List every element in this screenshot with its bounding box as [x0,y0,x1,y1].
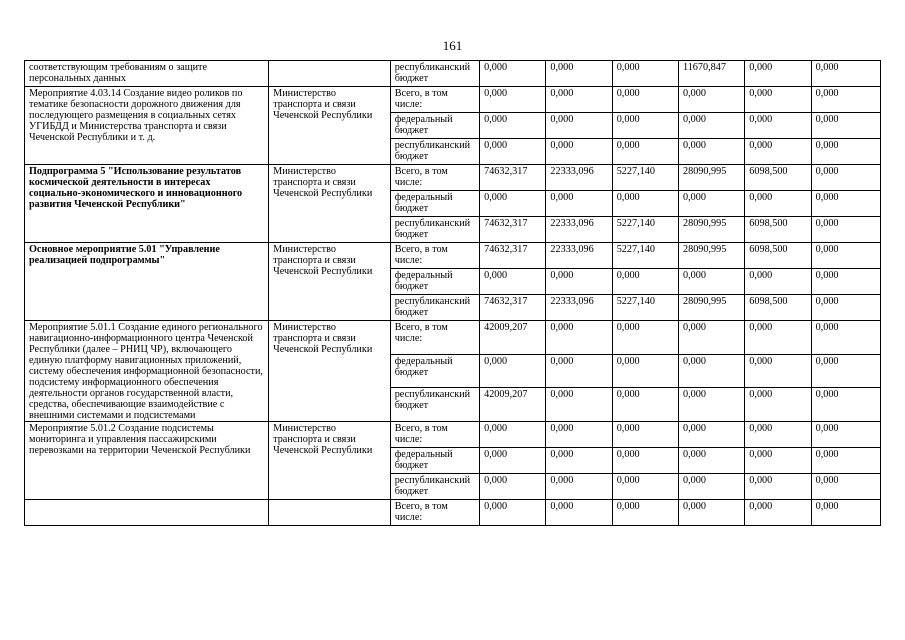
amount-cell: 0,000 [546,87,612,113]
table-row [25,422,881,448]
responsible-cell [269,500,391,526]
amount-cell: 0,000 [612,139,678,165]
amount-cell: 0,000 [745,388,811,422]
funding-source-cell: федеральный бюджет [390,269,479,295]
amount-cell: 5227,140 [612,165,678,191]
amount-cell: 0,000 [546,139,612,165]
amount-cell: 0,000 [546,354,612,388]
amount-cell: 0,000 [612,269,678,295]
funding-source-cell: федеральный бюджет [390,448,479,474]
amount-cell: 28090,995 [679,165,745,191]
amount-cell: 28090,995 [679,295,745,321]
amount-cell: 0,000 [679,87,745,113]
amount-cell: 0,000 [811,354,880,388]
amount-cell: 0,000 [612,448,678,474]
amount-cell: 0,000 [745,87,811,113]
amount-cell: 0,000 [546,321,612,355]
funding-source-cell: республиканский бюджет [390,474,479,500]
amount-cell: 0,000 [480,61,546,87]
amount-cell: 0,000 [811,448,880,474]
funding-source-cell: республиканский бюджет [390,295,479,321]
amount-cell: 0,000 [811,165,880,191]
amount-cell: 22333,096 [546,295,612,321]
amount-cell: 0,000 [480,87,546,113]
amount-cell: 0,000 [811,422,880,448]
amount-cell: 0,000 [679,448,745,474]
table-row [25,500,881,526]
amount-cell: 0,000 [612,388,678,422]
funding-source-cell: Всего, в том числе: [390,321,479,355]
amount-cell: 0,000 [811,321,880,355]
amount-cell: 28090,995 [679,217,745,243]
amount-cell: 0,000 [546,448,612,474]
amount-cell: 0,000 [679,113,745,139]
amount-cell: 0,000 [480,191,546,217]
amount-cell: 0,000 [679,139,745,165]
table-row [25,61,881,87]
table-row [25,165,881,191]
amount-cell: 22333,096 [546,217,612,243]
amount-cell: 0,000 [480,474,546,500]
table-row [25,87,881,113]
amount-cell: 0,000 [480,448,546,474]
table-row [25,321,881,355]
amount-cell: 0,000 [546,388,612,422]
funding-source-cell: Всего, в том числе: [390,500,479,526]
amount-cell: 0,000 [811,139,880,165]
amount-cell: 6098,500 [745,165,811,191]
funding-source-cell: федеральный бюджет [390,354,479,388]
amount-cell: 74632,317 [480,295,546,321]
amount-cell: 0,000 [811,217,880,243]
amount-cell: 0,000 [480,500,546,526]
funding-source-cell: республиканский бюджет [390,217,479,243]
amount-cell: 0,000 [612,87,678,113]
amount-cell: 0,000 [811,474,880,500]
amount-cell: 42009,207 [480,388,546,422]
funding-source-cell: республиканский бюджет [390,139,479,165]
amount-cell: 6098,500 [745,295,811,321]
amount-cell: 0,000 [679,388,745,422]
amount-cell: 0,000 [612,422,678,448]
funding-source-cell: республиканский бюджет [390,61,479,87]
responsible-cell: Министерство транспорта и связи Чеченской Республики [269,87,391,165]
amount-cell: 0,000 [679,269,745,295]
amount-cell: 0,000 [679,422,745,448]
amount-cell: 0,000 [612,61,678,87]
amount-cell: 0,000 [745,321,811,355]
funding-source-cell: федеральный бюджет [390,113,479,139]
amount-cell: 0,000 [546,113,612,139]
amount-cell: 74632,317 [480,243,546,269]
amount-cell: 0,000 [679,500,745,526]
funding-source-cell: республиканский бюджет [390,388,479,422]
amount-cell: 0,000 [745,113,811,139]
responsible-cell: Министерство транспорта и связи Чеченской Республики [269,165,391,243]
amount-cell: 0,000 [811,295,880,321]
activity-title-cell: Мероприятие 5.01.1 Создание единого регионального навигационно-информационного центра Чеченской Республики (далее – РНИЦ ЧР), включающего единую платформу навигационных приложений, систему обеспечения информационной безопасности, подсистему информационного обеспечения деятельности органов государственной власти, средства, обеспечивающие взаимодействие с внешними системами и подсистемами [25,321,269,422]
amount-cell: 0,000 [745,139,811,165]
activity-title-cell: Мероприятие 4.03.14 Создание видео роликов по тематике безопасности дорожного движения для последующего размещения в социальных сетях УГИБДД и Министерства транспорта и связи Чеченской Республики и т. д. [25,87,269,165]
activity-title-cell: соответствующим требованиям о защите персональных данных [25,61,269,87]
amount-cell: 0,000 [546,269,612,295]
amount-cell: 22333,096 [546,165,612,191]
amount-cell: 0,000 [745,354,811,388]
amount-cell: 0,000 [745,500,811,526]
responsible-cell: Министерство транспорта и связи Чеченской Республики [269,321,391,422]
amount-cell: 0,000 [745,191,811,217]
amount-cell: 0,000 [745,474,811,500]
amount-cell: 0,000 [679,321,745,355]
amount-cell: 0,000 [745,61,811,87]
amount-cell: 0,000 [811,61,880,87]
amount-cell: 0,000 [546,191,612,217]
amount-cell: 0,000 [745,422,811,448]
amount-cell: 0,000 [480,269,546,295]
amount-cell: 0,000 [612,113,678,139]
amount-cell: 0,000 [811,87,880,113]
amount-cell: 0,000 [612,500,678,526]
funding-source-cell: Всего, в том числе: [390,87,479,113]
activity-title-cell: Основное мероприятие 5.01 "Управление реализацией подпрограммы" [25,243,269,321]
amount-cell: 0,000 [811,388,880,422]
amount-cell: 0,000 [745,269,811,295]
amount-cell: 6098,500 [745,243,811,269]
amount-cell: 6098,500 [745,217,811,243]
amount-cell: 0,000 [546,474,612,500]
amount-cell: 5227,140 [612,243,678,269]
amount-cell: 0,000 [811,113,880,139]
amount-cell: 0,000 [546,500,612,526]
amount-cell: 5227,140 [612,295,678,321]
page-number: 161 [442,38,463,53]
amount-cell: 0,000 [546,422,612,448]
funding-source-cell: Всего, в том числе: [390,243,479,269]
amount-cell: 0,000 [811,500,880,526]
amount-cell: 0,000 [612,321,678,355]
activity-title-cell [25,500,269,526]
responsible-cell [269,61,391,87]
amount-cell: 0,000 [811,243,880,269]
amount-cell: 0,000 [679,354,745,388]
amount-cell: 0,000 [480,113,546,139]
amount-cell: 0,000 [480,139,546,165]
amount-cell: 0,000 [612,354,678,388]
table-row [25,243,881,269]
amount-cell: 5227,140 [612,217,678,243]
budget-table [24,60,881,526]
responsible-cell: Министерство транспорта и связи Чеченской Республики [269,243,391,321]
amount-cell: 0,000 [679,191,745,217]
amount-cell: 0,000 [480,422,546,448]
responsible-cell: Министерство транспорта и связи Чеченской Республики [269,422,391,500]
amount-cell: 28090,995 [679,243,745,269]
funding-source-cell: Всего, в том числе: [390,165,479,191]
amount-cell: 0,000 [745,448,811,474]
amount-cell: 0,000 [811,191,880,217]
funding-source-cell: федеральный бюджет [390,191,479,217]
amount-cell: 0,000 [679,474,745,500]
amount-cell: 74632,317 [480,165,546,191]
amount-cell: 0,000 [546,61,612,87]
amount-cell: 11670,847 [679,61,745,87]
amount-cell: 74632,317 [480,217,546,243]
amount-cell: 0,000 [480,354,546,388]
amount-cell: 0,000 [612,474,678,500]
amount-cell: 22333,096 [546,243,612,269]
activity-title-cell: Мероприятие 5.01.2 Создание подсистемы мониторинга и управления пассажирскими перевозками на территории Чеченской Республики [25,422,269,500]
amount-cell: 0,000 [811,269,880,295]
funding-source-cell: Всего, в том числе: [390,422,479,448]
amount-cell: 42009,207 [480,321,546,355]
activity-title-cell: Подпрограмма 5 "Использование результатов космической деятельности в интересах социально-экономического и инновационного развития Чеченской Республики" [25,165,269,243]
amount-cell: 0,000 [612,191,678,217]
